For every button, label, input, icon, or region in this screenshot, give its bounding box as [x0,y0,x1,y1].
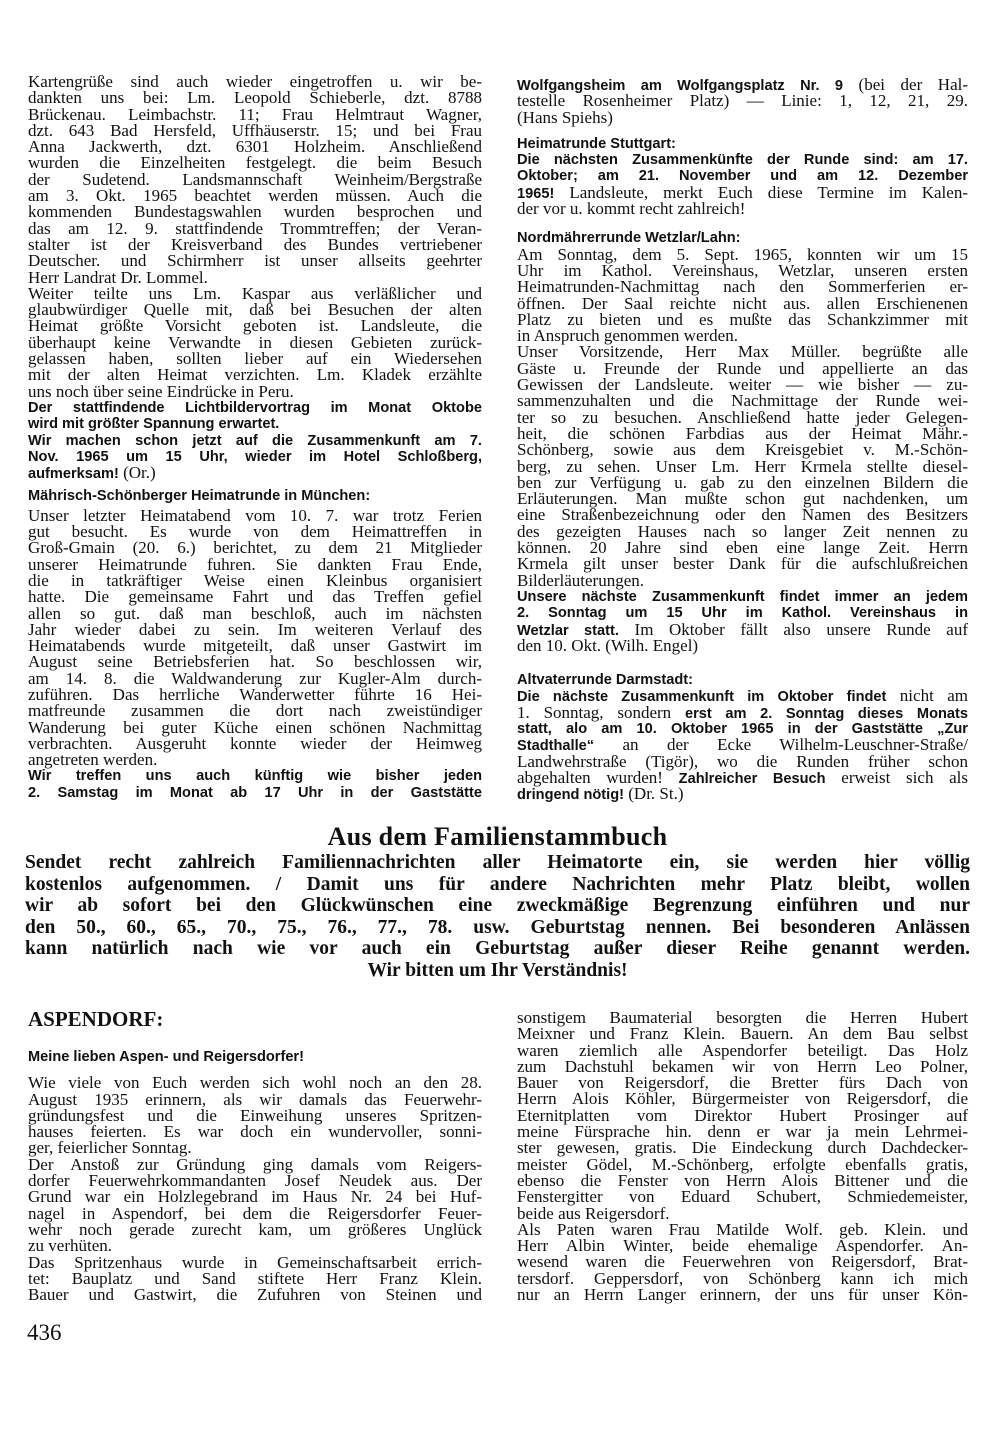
text-line: 2. Sonntag um 15 Uhr im Kathol. Vereinshaus in [517,605,968,622]
text-line: Erläuterungen. Man mußte schon gut nachdenken, um [517,489,968,509]
text-line: stalter ist der Kreisverband des Bundes vertriebener [28,234,482,254]
text-line: Wie viele von Euch werden sich wohl noch an den 28. [28,1073,482,1093]
text-line: sonstigem Baumaterial besorgten die Herren Hubert [517,1008,968,1027]
paragraph [517,1010,968,1222]
text-line: Nordmährerrunde Wetzlar/Lahn: [517,230,741,247]
left-column-bottom [28,1007,482,1303]
text-line: unserer Heimatrunde fuhren. Sie dankten Frau Ende, [28,554,482,574]
regular-text: der vor u. kommt recht zahlreich! [517,199,746,219]
text-line: sammenzuhalten und die Nachmittage der Runde wei- [517,391,968,411]
bold-notice [517,688,968,802]
text-line: Wir machen schon jetzt auf die Zusammenkunft am 7. [28,432,482,449]
text-line: ter so zu besuchen. Anschließend hatte jeder Gelegen- [517,407,968,427]
paragraph [28,1154,482,1256]
text-line [517,786,968,802]
section-heading: Aus dem Familienstammbuch [327,822,668,851]
text-line: Am Sonntag, dem 5. Sept. 1965, konnten wir um 15 [517,244,968,264]
text-line: in Anspruch genommen werden. [517,326,738,346]
bold-text: Zahlreicher Besuch [678,770,826,787]
text-line: Jahr wieder dabei zu sein. Im weiteren Verlauf des [28,619,482,639]
bold-text: 1965! [517,185,555,202]
subheading [28,1049,482,1065]
text-line: tet: Bauplatz und Sand stiftete Herr Franz Klein. [28,1268,482,1288]
notice-line: wir ab sofort bei den Glückwünschen eine zweckmäßige Begrenzung einführen und nur [25,895,970,916]
regular-text: erweist sich als [825,767,969,787]
text-line: Weiter teilte uns Lm. Kaspar aus verläßlicher und [28,283,482,303]
text-line [28,465,482,481]
paragraph [28,1252,482,1305]
text-line: dzt. 643 Bad Hersfeld, Uffhäuserstr. 15; und bei Frau [28,120,482,140]
text-line: eine Straßenbezeichnung oder den Namen des Besitzers [517,505,968,525]
text-line: Herrn Alois Köhler, Bürgermeister von Reigersdorf, die [517,1089,968,1109]
paragraph [28,74,482,286]
bold-notice [517,152,968,217]
text-line: am 3. Okt. 1965 beachtet werden müssen. Auch die [28,186,482,206]
notice-line: kann natürlich nach wie vor auch ein Geburtstag außer dieser Reihe genannt werden. [25,938,970,959]
text-line: Herr Albin Winter, beide ehemalige Aspendorfer. An- [517,1236,968,1256]
text-line: Meine lieben Aspen- und Reigersdorfer! [28,1049,304,1065]
text-line: gut besucht. Es wurde von dem Heimattreffen in [28,522,482,542]
page-number: 436 [27,1320,62,1345]
text-line: können. 20 Jahre sind eben eine lange Zeit. Herrn [517,538,968,558]
bold-text: Stadthalle“ [517,738,595,755]
text-line: ben zur Verfügung u. gab zu den einzelnen Bildern die [517,472,968,492]
text-line: zu verhüten. [28,1236,113,1256]
bold-notice [28,433,482,482]
paragraph [517,77,968,126]
text-line: wird mit größter Spannung erwartet. [28,416,280,433]
text-line: August seine Betriebsferien hat. So beschlossen wir, [28,652,482,672]
text-line: Herr Landrat Dr. Lommel. [28,267,208,287]
text-line: Bauer und Gastwirt, die Zufuhren von Steinen und [28,1285,482,1305]
bold-notice [28,768,482,801]
text-line: die in tatkräftiger Weise einen Kleinbus organisiert [28,570,482,590]
text-line: Groß-Gmain (20. 6.) berichtet, zu dem 21 Mitglieder [28,538,482,558]
location-heading [28,1007,482,1031]
regular-text: nicht am [886,686,968,706]
text-line: Eternitplatten vom Direktor Hubert Prosinger auf [517,1105,968,1125]
text-line: August 1935 erinnern, als wir damals das Feuerwehr- [28,1089,482,1109]
text-line: das am 12. 9. stattfindende Trommtreffen; der Veran- [28,218,482,238]
text-line: Der Anstoß zur Gründung ging damals vom Reigers- [28,1154,482,1174]
bold-notice [28,400,482,433]
text-line: meine Fürsprache hin. denn er war ja mein Lehrmei- [517,1122,968,1142]
text-line: am 14. 8. die Waldwanderung zur Kugler-Alm durch- [28,668,482,688]
text-line: Krmela gilt unser bester Dank für die aufschlußreichen [517,554,968,574]
text-line: mit der alten Heimat verzichten. Lm. Kladek erzählte [28,365,482,385]
text-line: überhaupt keine Verwandte in diesen Gebieten zurück- [28,332,482,352]
regular-text: den 10. Okt. (Wilh. Engel) [517,635,699,655]
bold-text: Wolfgangsheim am Wolfgangsplatz Nr. 9 [517,78,844,94]
text-line: gelassen haben, sollten lieber auf ein Wiedersehen [28,349,482,369]
text-line: wurden die Einzelheiten festgelegt. die beim Besuch [28,153,482,173]
text-line: wehr noch gerade zurecht kam, um größeres Unglück [28,1219,482,1239]
text-line: angetreten werden. [28,750,158,770]
text-line: Heimatabends wurde mitgeteilt, daß unser Gastwirt im [28,636,482,656]
text-line: kommenden Bundestagswahlen wurden besprochen und [28,202,482,222]
paragraph [28,505,482,770]
text-line [517,635,968,655]
text-line: Der stattfindende Lichtbildervortrag im Monat Oktobe [28,399,482,416]
text-line: Wanderung bei guter Küche einen schönen Nachmittag [28,717,482,737]
right-column-top [517,77,968,802]
text-line: hauses feierten. Es war doch ein wundervoller, sonni- [28,1122,482,1142]
bold-notice [517,589,968,654]
text-line: tersdorf. Geppersdorf, von Schönberg kann ich mich [517,1268,968,1288]
text-line: ster gewesen, gratis. Die Eindeckung durch Dachdecker- [517,1138,968,1158]
text-line: Unsere nächste Zusammenkunft findet immer an jedem [517,588,968,605]
text-line: meister Gödel, M.-Schönberg, erfolgte ebenfalls gratis, [517,1154,968,1174]
text-line: 2. Samstag im Monat ab 17 Uhr in der Gaststätte [28,784,482,801]
text-line: Uhr im Kathol. Vereinshaus, Wetzlar, unseren ersten [517,260,968,280]
subheading [517,136,968,152]
family-notice-section [25,822,970,981]
text-line: (Hans Spiehs) [517,107,613,127]
notice-line: den 50., 60., 65., 70., 75., 76., 77., 78. usw. Geburtstag nennen. Bei besonderen Anlässen [25,916,970,938]
text-line: testelle Rosenheimer Platz) — Linie: 1, 12, 21, 29. [517,91,968,111]
text-line: Mährisch-Schönberger Heimatrunde in München: [28,488,371,505]
regular-text: (Or.) [118,463,156,483]
text-line: Heimatrunde Stuttgart: [517,135,676,152]
text-line [517,201,968,217]
text-line: Fenstergitter von Eduard Schubert, Schmiedemeister, [517,1187,968,1207]
paragraph [517,1219,968,1305]
family-notice-text [25,852,970,981]
text-line: wesend waren die Feuerwehren von Reigersdorf, Brat- [517,1252,968,1272]
text-line: Als Paten waren Frau Matilde Wolf. geb. Klein. und [517,1219,968,1239]
text-line: dankten uns bei: Lm. Leopold Schieberle, dzt. 8788 [28,88,482,108]
text-line: Wir treffen uns auch künftig wie bisher jeden [28,768,482,785]
notice-line: kostenlos aufgenommen. / Damit uns für andere Nachrichten mehr Platz bleibt, wollen [25,873,970,895]
text-line: Heimatrunden-Nachmittag nach den Sommerferien er- [517,277,968,297]
text-line: matfreunde zusammen die dort nach zweistündiger [28,701,482,721]
paragraph [28,1075,482,1156]
text-line: Grund war ein Holzlegebrand im Haus Nr. 24 bei Huf- [28,1187,482,1207]
text-line: Altvaterrunde Darmstadt: [517,672,693,689]
bold-text: aufmerksam! [28,466,119,483]
regular-text: 1. Sonntag, sondern [517,702,685,722]
subheading [28,488,482,504]
text-line: waren ziemlich alle Aspendorfer beteiligt. Das Holz [517,1040,968,1060]
text-line: uns noch über seine Eindrücke in Peru. [28,381,294,401]
regular-text: an der Ecke Wilhelm-Leuschner-Straße/ [594,735,968,755]
text-line: Gäste u. Freunde der Runde und appellierte an das [517,358,968,378]
right-column-bottom [517,1010,968,1303]
text-line: Oktober; am 21. November und am 12. Dezember [517,168,968,185]
text-line: dorfer Feuerwehrkommandanten Josef Neudek aus. Der [28,1171,482,1191]
notice-line: Wir bitten um Ihr Verständnis! [367,959,628,981]
text-line: Kartengrüße sind auch wieder eingetroffen u. wir be- [28,72,482,91]
bold-text: Die nächste Zusammenkunft im Oktober findet [517,689,887,706]
text-line: Schönberg, sowie aus dem Kreisgebiet v. M.-Schön- [517,440,968,460]
text-line: nur an Herrn Langer erinnern, der uns für unser Kön- [517,1285,968,1305]
paragraph [517,344,968,588]
text-line: Unser Vorsitzende, Herr Max Müller. begrüßte alle [517,342,968,362]
text-line: verbrachten. Ausgeruht konnte wieder der Heimweg [28,733,482,753]
text-line: ASPENDORF: [28,1007,164,1031]
regular-text: abgehalten wurden! [517,767,679,787]
text-line: gründungsfest und die Einweihung unseres Spritzen- [28,1105,482,1125]
text-line: Gewissen der Landsleute. weiter — wie bisher — zu- [517,375,968,395]
text-line: Die nächsten Zusammenkünfte der Runde sind: am 17. [517,152,968,169]
bold-text: erst am 2. Sonntag dieses Monats [684,705,968,722]
text-line: Bauer von Reigersdorf, die Bretter fürs Dach von [517,1073,968,1093]
text-line: Deutscher. und Schirmherr ist unser allseits geehrter [28,251,482,271]
text-line: ger, feierlicher Sonntag. [28,1138,192,1158]
text-line: Meixner und Franz Klein. Bauern. An dem Bau selbst [517,1024,968,1044]
text-line: Anna Jackwerth, dzt. 6301 Holzheim. Anschließend [28,137,482,157]
text-line: zuführen. Das herrliche Wanderwetter führte 16 Hei- [28,684,482,704]
text-line: heit, die schönen Farbdias aus der Heimat Mähr.- [517,423,968,443]
text-line: Das Spritzenhaus wurde in Gemeinschaftsarbeit errich- [28,1252,482,1272]
notice-line: Sendet recht zahlreich Familiennachrichten aller Heimatorte ein, sie werden hier völlig [25,852,970,873]
text-line: des gezeigten Hauses nach so langer Zeit nennen zu [517,521,968,541]
bold-text: dringend nötig! [517,787,624,804]
regular-text: Im Oktober fällt also unsere Runde auf [618,619,968,639]
text-line [517,702,968,722]
text-line: glaubwürdiger Quelle mit, daß bei Besuchen der alten [28,300,482,320]
text-line: Brückenau. Leimbachstr. 11; Frau Helmtraut Wagner, [28,104,482,124]
text-line: Nov. 1965 um 15 Uhr, wieder im Hotel Schloßberg, [28,448,482,465]
left-column-top [28,74,482,801]
text-line: beide aus Reigersdorf. [517,1203,670,1223]
text-line: zum Dachstuhl bekamen wir von Herrn Leo Polner, [517,1056,968,1076]
text-line: berg, zu sehen. Unser Lm. Herr Krmela stellte diesel- [517,456,968,476]
text-line: der Sudetend. Landsmannschaft Weinheim/Bergstraße [28,169,482,189]
text-line: Platz zu bieten und es mußte das Schankzimmer mit [517,309,968,329]
text-line: hatte. Die gemeinsame Fahrt und das Treffen gefiel [28,587,482,607]
text-line: statt, alo am 10. Oktober 1965 in der Gaststätte „Zur [517,720,968,737]
text-line: ebenso die Fenster von Herrn Alois Bittener und die [517,1170,968,1190]
text-line: öffnen. Der Saal reichte nicht aus. allen Erschienenen [517,293,968,313]
regular-text: Landwehrstraße (Tigör), wo die Runden früher schon [517,751,968,771]
text-line: nagel in Aspendorf, bei dem die Reigersdorfer Feuer- [28,1203,482,1223]
text-line: Unser letzter Heimatabend vom 10. 7. war trotz Ferien [28,505,482,525]
text-line: Bilderläuterungen. [517,570,644,590]
paragraph [28,283,482,401]
text-line: allen so gut. daß man beschloß, auch im nächsten [28,603,482,623]
text-line: Heimat größte Vorsicht geboten ist. Landsleute, die [28,316,482,336]
bold-text: Wetzlar statt. [517,622,619,639]
regular-text: (Dr. St.) [624,784,684,804]
text-line [517,767,969,787]
regular-text: Landsleute, merkt Euch diese Termine im Kalen- [554,182,968,202]
regular-text: (bei der Hal- [843,75,968,94]
paragraph [517,244,968,346]
